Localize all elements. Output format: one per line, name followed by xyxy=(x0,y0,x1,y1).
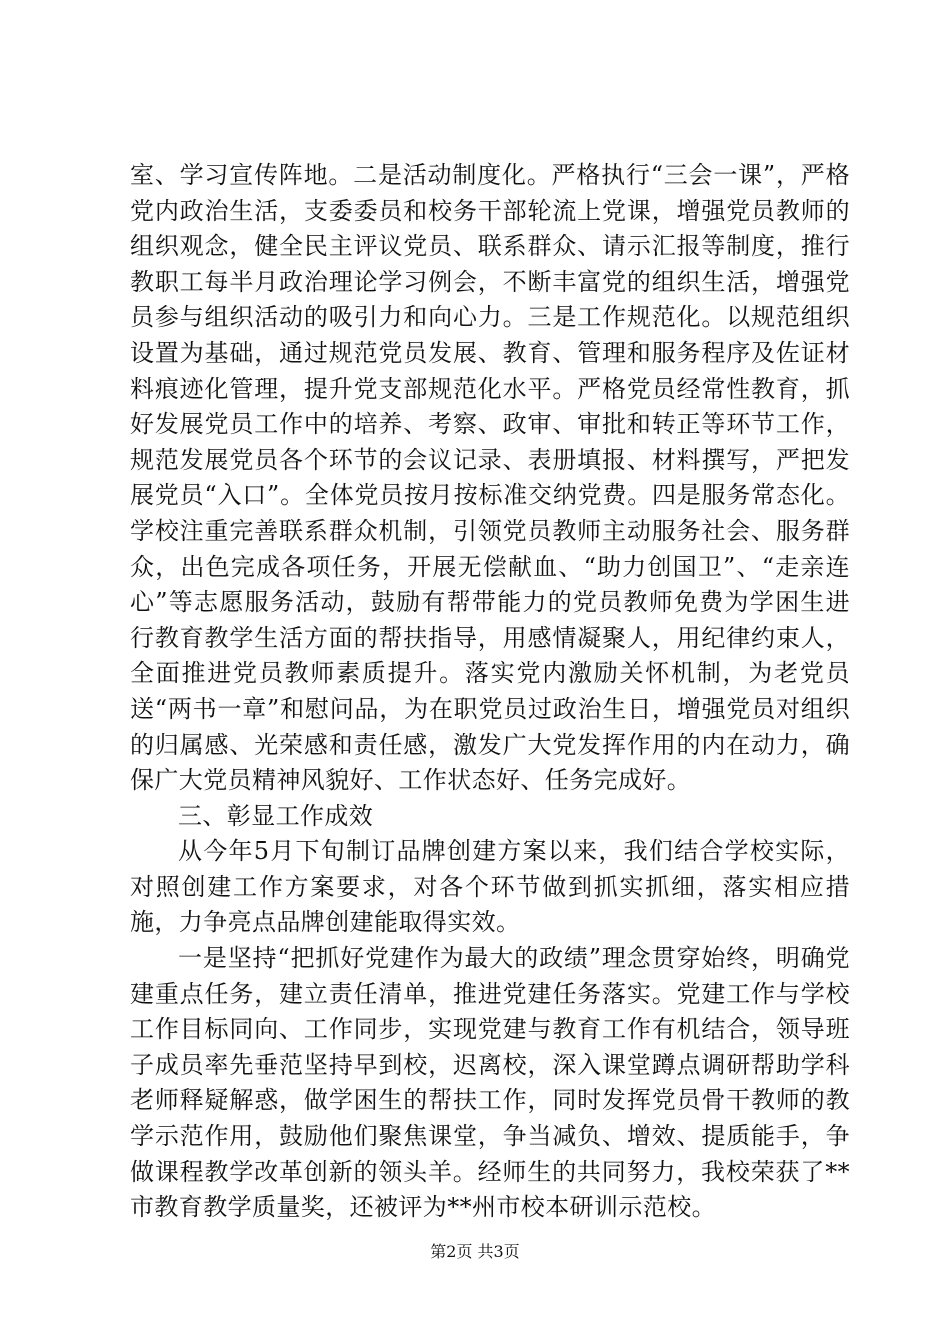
paragraph-first-point: 一是坚持“把抓好党建作为最大的政绩”理念贯穿始终，明确党建重点任务，建立责任清单，推进党建任务落实。党建工作与学校工作目标同向、工作同步，实现党建与教育工作有机结合，领导班子成员率先垂范坚持早到校，迟离校，深入课堂蹲点调研帮助学科老师释疑解惑，做学困生的帮扶工作，同时发挥党员骨干教师的教学示范作用，鼓励他们聚焦课堂，争当减负、增效、提质能手，争做课程教学改革创新的领头羊。经师生的共同努力，我校荣获了**市教育教学质量奖，还被评为**州市校本研训示范校。 xyxy=(130,944,850,1222)
paragraph-intro: 从今年5月下旬制订品牌创建方案以来，我们结合学校实际，对照创建工作方案要求，对各个环节做到抓实抓细，落实相应措施，力争亮点品牌创建能取得实效。 xyxy=(130,837,850,937)
document-body xyxy=(130,158,850,1226)
page-footer: 第2页 共3页 xyxy=(430,1242,520,1261)
section-heading-3: 三、彰显工作成效 xyxy=(178,801,374,830)
paragraph-continued: 室、学习宣传阵地。二是活动制度化。严格执行“三会一课”，严格党内政治生活，支委委员和校务干部轮流上党课，增强党员教师的组织观念，健全民主评议党员、联系群众、请示汇报等制度，推行教职工每半月政治理论学习例会，不断丰富党的组织生活，增强党员参与组织活动的吸引力和向心力。三是工作规范化。以规范组织设置为基础，通过规范党员发展、教育、管理和服务程序及佐证材料痕迹化管理，提升党支部规范化水平。严格党员经常性教育，抓好发展党员工作中的培养、考察、政审、审批和转正等环节工作，规范发展党员各个环节的会议记录、表册填报、材料撰写，严把发展党员“入口”。全体党员按月按标准交纳党费。四是服务常态化。学校注重完善联系群众机制，引领党员教师主动服务社会、服务群众，出色完成各项任务，开展无偿献血、“助力创国卫”、“走亲连心”等志愿服务活动，鼓励有帮带能力的党员教师免费为学困生进行教育教学生活方面的帮扶指导，用感情凝聚人，用纪律约束人，全面推进党员教师素质提升。落实党内激励关怀机制，为老党员送“两书一章”和慰问品，为在职党员过政治生日，增强党员对组织的归属感、光荣感和责任感，激发广大党发挥作用的内在动力，确保广大党员精神风貌好、工作状态好、任务完成好。 xyxy=(130,161,850,795)
